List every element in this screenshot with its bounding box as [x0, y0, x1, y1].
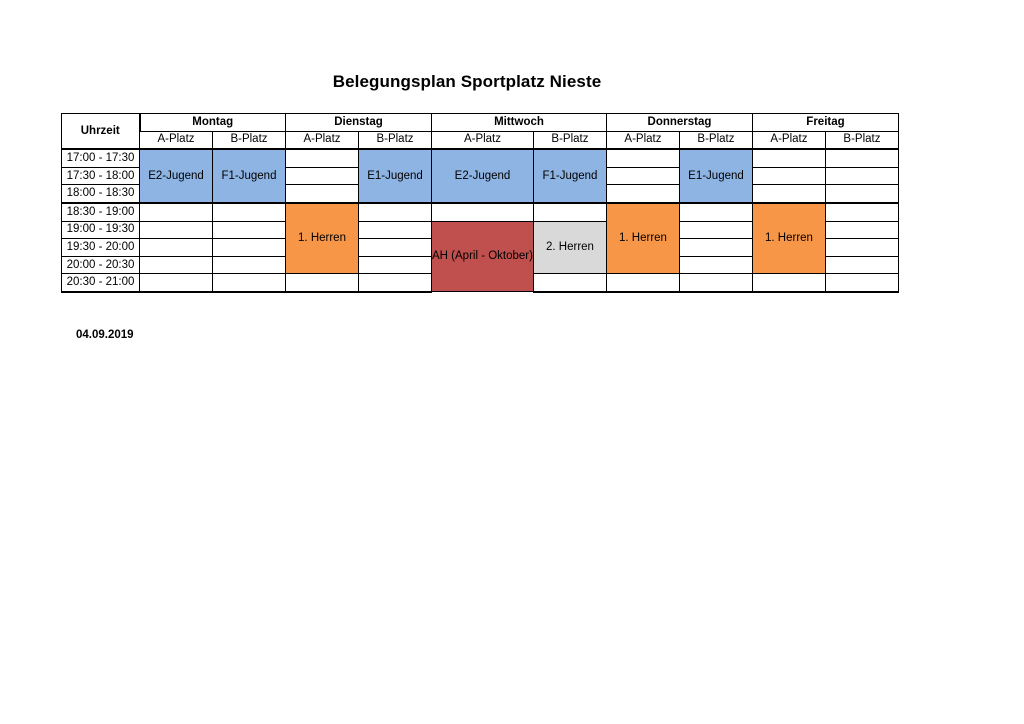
time-cell: 18:00 - 18:30 [62, 185, 140, 203]
empty-slot [825, 221, 898, 239]
empty-slot [679, 221, 752, 239]
field-header: A-Platz [140, 131, 213, 149]
empty-slot [752, 185, 825, 203]
empty-slot [359, 274, 432, 292]
day-header-montag: Montag [140, 114, 286, 132]
empty-slot [359, 239, 432, 257]
day-header-row [62, 114, 899, 132]
booking-mon-a: E2-Jugend [140, 149, 213, 203]
empty-slot [752, 167, 825, 185]
empty-slot [359, 203, 432, 221]
booking-fri-a: 1. Herren [752, 203, 825, 274]
empty-slot [533, 274, 606, 292]
empty-slot [213, 203, 286, 221]
time-cell: 20:30 - 21:00 [62, 274, 140, 292]
empty-slot [359, 256, 432, 274]
field-header: B-Platz [359, 131, 432, 149]
empty-slot [752, 274, 825, 292]
empty-slot [825, 203, 898, 221]
time-cell: 19:00 - 19:30 [62, 221, 140, 239]
empty-slot [140, 221, 213, 239]
empty-slot [825, 256, 898, 274]
empty-slot [752, 149, 825, 167]
empty-slot [286, 274, 359, 292]
empty-slot [213, 274, 286, 292]
empty-slot [140, 239, 213, 257]
empty-slot [825, 149, 898, 167]
field-header: A-Platz [286, 131, 359, 149]
booking-wed-a: E2-Jugend [432, 149, 534, 203]
empty-slot [679, 239, 752, 257]
table-row [62, 203, 899, 221]
schedule-table [61, 113, 899, 293]
empty-slot [286, 149, 359, 167]
field-header: A-Platz [606, 131, 679, 149]
field-header: B-Platz [533, 131, 606, 149]
empty-slot [286, 185, 359, 203]
booking-thu-b: E1-Jugend [679, 149, 752, 203]
field-header: A-Platz [432, 131, 534, 149]
empty-slot [213, 256, 286, 274]
booking-mon-b: F1-Jugend [213, 149, 286, 203]
empty-slot [606, 185, 679, 203]
field-header: B-Platz [679, 131, 752, 149]
day-header-mittwoch: Mittwoch [432, 114, 607, 132]
empty-slot [679, 256, 752, 274]
empty-slot [825, 167, 898, 185]
empty-slot [286, 167, 359, 185]
day-header-donnerstag: Donnerstag [606, 114, 752, 132]
booking-wed-b: F1-Jugend [533, 149, 606, 203]
empty-slot [140, 256, 213, 274]
empty-slot [606, 149, 679, 167]
empty-slot [213, 221, 286, 239]
day-header-freitag: Freitag [752, 114, 898, 132]
empty-slot [140, 274, 213, 292]
booking-tue-b: E1-Jugend [359, 149, 432, 203]
empty-slot [679, 274, 752, 292]
table-row [62, 149, 899, 167]
booking-thu-a: 1. Herren [606, 203, 679, 274]
time-column-header: Uhrzeit [62, 114, 140, 150]
empty-slot [359, 221, 432, 239]
empty-slot [606, 274, 679, 292]
time-cell: 17:30 - 18:00 [62, 167, 140, 185]
field-header-row [62, 131, 899, 149]
empty-slot [606, 167, 679, 185]
booking-wed-a-ah: AH (April - Oktober) [432, 221, 534, 292]
time-cell: 17:00 - 17:30 [62, 149, 140, 167]
empty-slot [213, 239, 286, 257]
field-header: B-Platz [213, 131, 286, 149]
empty-slot [679, 203, 752, 221]
empty-slot [140, 203, 213, 221]
time-cell: 18:30 - 19:00 [62, 203, 140, 221]
time-cell: 20:00 - 20:30 [62, 256, 140, 274]
booking-wed-b: 2. Herren [533, 221, 606, 274]
empty-slot [825, 274, 898, 292]
field-header: A-Platz [752, 131, 825, 149]
empty-slot [825, 185, 898, 203]
document-date: 04.09.2019 [76, 329, 134, 341]
empty-slot [533, 203, 606, 221]
empty-slot [432, 203, 534, 221]
time-cell: 19:30 - 20:00 [62, 239, 140, 257]
day-header-dienstag: Dienstag [286, 114, 432, 132]
booking-tue-a: 1. Herren [286, 203, 359, 274]
empty-slot [825, 239, 898, 257]
page-title: Belegungsplan Sportplatz Nieste [332, 72, 602, 91]
field-header: B-Platz [825, 131, 898, 149]
